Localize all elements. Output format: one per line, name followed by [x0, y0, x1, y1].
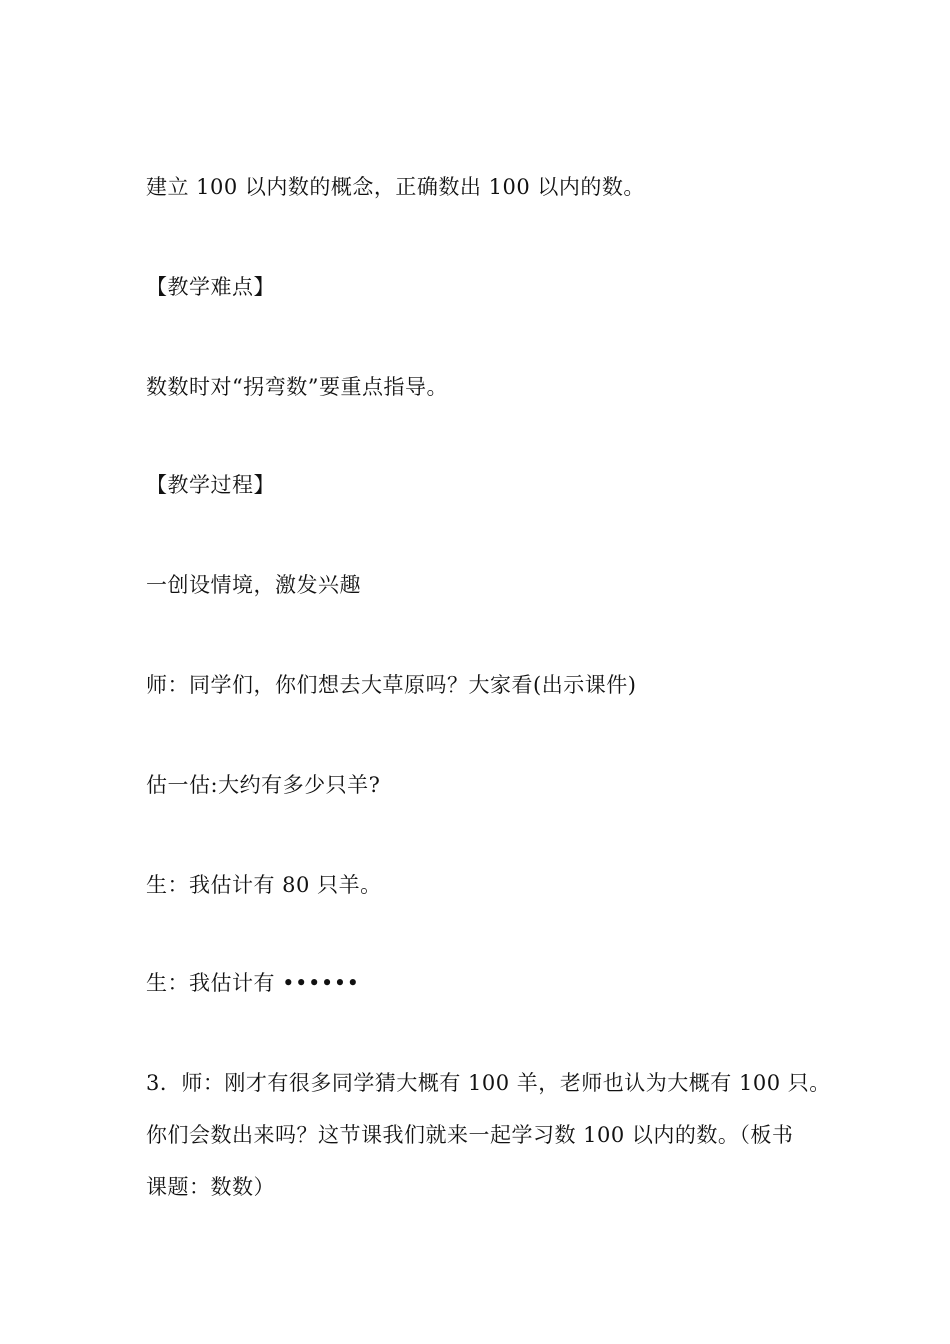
paragraph-student-answer-1: 生：我估计有 80 只羊。 [146, 873, 382, 897]
heading-teaching-process: 【教学过程】 [146, 473, 275, 497]
paragraph-line: 3．师：刚才有很多同学猜大概有 100 羊，老师也认为大概有 100 只。 [146, 1071, 831, 1095]
paragraph-difficulty-text: 数数时对“拐弯数”要重点指导。 [146, 375, 448, 399]
section-title-create-scenario: 一创设情境，激发兴趣 [146, 573, 361, 597]
heading-teaching-difficulty: 【教学难点】 [146, 275, 275, 299]
paragraph-teaching-focus-text: 建立 100 以内数的概念，正确数出 100 以内的数。 [146, 175, 645, 199]
paragraph-line: 课题：数数） [146, 1175, 275, 1199]
paragraph-estimate-question: 估一估:大约有多少只羊? [146, 773, 381, 797]
paragraph-line: 你们会数出来吗？这节课我们就来一起学习数 100 以内的数。（板书 [146, 1123, 794, 1147]
paragraph-teacher-intro [146, 1057, 831, 1213]
paragraph-student-answer-2: 生：我估计有 •••••• [146, 971, 360, 995]
paragraph-teacher-question: 师：同学们，你们想去大草原吗？大家看(出示课件) [146, 673, 637, 697]
